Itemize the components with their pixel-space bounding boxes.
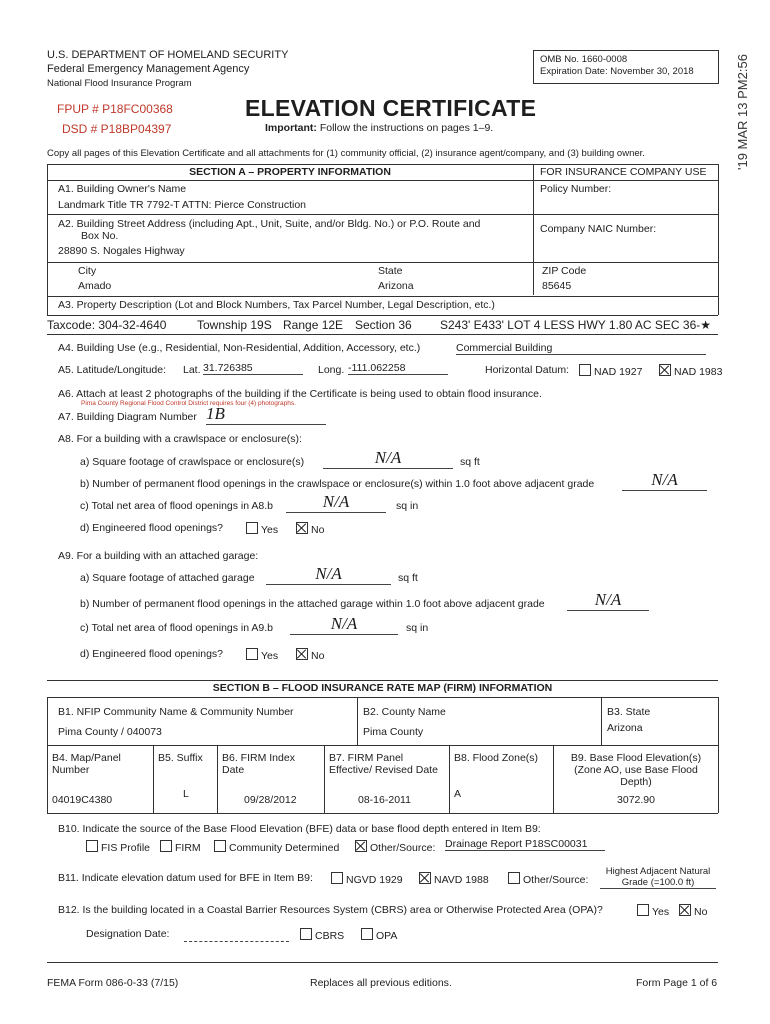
a9d-no-checkbox[interactable]: [296, 648, 308, 660]
a3-range[interactable]: Range 12E: [283, 318, 344, 332]
a9d-yes-option[interactable]: Yes: [246, 648, 278, 662]
policy-number-label: Policy Number:: [540, 183, 612, 195]
a8-label: A8. For a building with a crawlspace or enclosure(s):: [58, 433, 302, 445]
b10-label: B10. Indicate the source of the Base Flood Elevation (BFE) data or base flood depth entered in Item B9:: [58, 823, 541, 835]
b11-ngvd-checkbox[interactable]: [331, 872, 343, 884]
a3-taxcode[interactable]: Taxcode: 304-32-4640: [47, 318, 167, 332]
b1-label: B1. NFIP Community Name & Community Number: [58, 706, 294, 718]
b4-label: B4. Map/Panel Number: [52, 752, 121, 776]
b10-other-value[interactable]: Drainage Report P18SC00031: [445, 838, 605, 851]
a8d-label: d) Engineered flood openings?: [80, 522, 224, 534]
b12-yes-option[interactable]: Yes: [637, 904, 669, 918]
b10-other-option[interactable]: Other/Source:: [355, 840, 435, 854]
b11-navd-checkbox[interactable]: [419, 872, 431, 884]
a9c-value[interactable]: N/A: [290, 614, 398, 635]
a2-value[interactable]: 28890 S. Nogales Highway: [58, 245, 185, 257]
b7-label: B7. FIRM Panel Effective/ Revised Date: [329, 752, 438, 776]
dsd-number: DSD # P18BP04397: [62, 122, 172, 136]
a8a-value[interactable]: N/A: [323, 448, 453, 469]
a9b-value[interactable]: N/A: [567, 590, 649, 611]
page-number: Form Page 1 of 6: [636, 977, 718, 989]
b6-label: B6. FIRM Index Date: [222, 752, 295, 776]
a5-lat-label: Lat.: [183, 364, 201, 376]
b1-value[interactable]: Pima County / 040073: [58, 726, 162, 738]
a5-nad1983-option[interactable]: NAD 1983: [659, 364, 722, 378]
a1-label: A1. Building Owner's Name: [58, 183, 187, 195]
b11-other-checkbox[interactable]: [508, 872, 520, 884]
b12-no-option[interactable]: No: [679, 904, 707, 918]
b5-label: B5. Suffix: [158, 752, 203, 764]
a3-lot[interactable]: S243' E433' LOT 4 LESS HWY 1.80 AC SEC 36-★: [440, 318, 712, 332]
replaces-note: Replaces all previous editions.: [310, 977, 452, 989]
b7-value[interactable]: 08-16-2011: [358, 794, 411, 806]
agency-line-1: U.S. DEPARTMENT OF HOMELAND SECURITY: [47, 49, 289, 61]
b8-label: B8. Flood Zone(s): [454, 752, 539, 764]
b8-value[interactable]: A: [454, 788, 462, 800]
omb-box: [533, 50, 719, 84]
form-title: ELEVATION CERTIFICATE: [245, 95, 537, 121]
a9d-yes-checkbox[interactable]: [246, 648, 258, 660]
b5-value[interactable]: L: [183, 788, 189, 800]
a8d-yes-checkbox[interactable]: [246, 522, 258, 534]
b3-value[interactable]: Arizona: [607, 722, 643, 734]
a8a-label: a) Square footage of crawlspace or enclosure(s): [80, 456, 305, 468]
a5-long-value[interactable]: -111.062258: [348, 362, 448, 375]
agency-line-2: Federal Emergency Management Agency: [47, 63, 250, 75]
received-stamp: '19 MAR 13 PM2:56: [735, 54, 750, 170]
city-value[interactable]: Amado: [78, 280, 112, 292]
a9-label: A9. For a building with an attached garage:: [58, 550, 259, 562]
b6-value[interactable]: 09/28/2012: [244, 794, 297, 806]
a5-long-label: Long.: [318, 364, 345, 376]
b12-label: B12. Is the building located in a Coastal Barrier Resources System (CBRS) area or Otherwise Protected Area (OPA)?: [58, 904, 603, 916]
zip-label: ZIP Code: [542, 265, 587, 277]
city-label: City: [78, 265, 97, 277]
b10-fis-checkbox[interactable]: [86, 840, 98, 852]
b10-firm-checkbox[interactable]: [160, 840, 172, 852]
b12-no-checkbox[interactable]: [679, 904, 691, 916]
a4-value[interactable]: Commercial Building: [456, 342, 706, 355]
a8d-no-option[interactable]: No: [296, 522, 324, 536]
b2-value[interactable]: Pima County: [363, 726, 424, 738]
a3-label: A3. Property Description (Lot and Block Numbers, Tax Parcel Number, Legal Description, etc.): [58, 299, 495, 311]
section-b-title: SECTION B – FLOOD INSURANCE RATE MAP (FIRM) INFORMATION: [212, 682, 553, 694]
copy-note: Copy all pages of this Elevation Certificate and all attachments for (1) community official, (2) insurance agent/company, and (3) building owner.: [47, 148, 645, 159]
omb-expiration: Expiration Date: November 30, 2018: [540, 66, 694, 77]
agency-line-3: National Flood Insurance Program: [47, 78, 192, 89]
b11-other-value[interactable]: Highest Adjacent Natural Grade (=100.0 ft): [600, 866, 716, 889]
cbrs-checkbox[interactable]: [300, 928, 312, 940]
b2-label: B2. County Name: [363, 706, 446, 718]
b11-other-option[interactable]: Other/Source:: [508, 872, 588, 886]
a8b-value[interactable]: N/A: [622, 470, 707, 491]
cbrs-option[interactable]: CBRS: [300, 928, 344, 942]
nad1983-checkbox[interactable]: [659, 364, 671, 376]
a8d-no-checkbox[interactable]: [296, 522, 308, 534]
omb-number: OMB No. 1660-0008: [540, 54, 628, 65]
a6-label: A6. Attach at least 2 photographs of the building if the Certificate is being used to obtain flood insurance.: [58, 388, 542, 400]
opa-option[interactable]: OPA: [361, 928, 397, 942]
a7-label: A7. Building Diagram Number: [58, 411, 197, 423]
a9a-value[interactable]: N/A: [266, 564, 391, 585]
a9c-unit: sq in: [406, 622, 429, 634]
a8c-value[interactable]: N/A: [286, 492, 386, 513]
a8c-label: c) Total net area of flood openings in A8.b: [80, 500, 274, 512]
a7-value[interactable]: 1B: [206, 404, 326, 425]
opa-checkbox[interactable]: [361, 928, 373, 940]
insurance-use-header: FOR INSURANCE COMPANY USE: [540, 166, 707, 178]
a8b-label: b) Number of permanent flood openings in the crawlspace or enclosure(s) within 1.0 foot above adjacent grade: [80, 478, 595, 490]
section-a-title: SECTION A – PROPERTY INFORMATION: [189, 166, 391, 178]
b11-ngvd-option[interactable]: NGVD 1929: [331, 872, 403, 886]
b9-label: B9. Base Flood Elevation(s) (Zone AO, use Base Flood Depth): [570, 752, 702, 788]
a2-label-cont: Box No.: [81, 230, 119, 242]
nad1927-checkbox[interactable]: [579, 364, 591, 376]
zip-value[interactable]: 85645: [542, 280, 572, 292]
naic-label: Company NAIC Number:: [540, 223, 657, 235]
designation-date-field[interactable]: [184, 940, 289, 942]
a9c-label: c) Total net area of flood openings in A9.b: [80, 622, 274, 634]
a2-label: A2. Building Street Address (including Apt., Unit, Suite, and/or Bldg. No.) or P.O. Route and: [58, 218, 481, 230]
b9-value[interactable]: 3072.90: [617, 794, 655, 806]
b12-yes-checkbox[interactable]: [637, 904, 649, 916]
state-value[interactable]: Arizona: [378, 280, 414, 292]
a8c-unit: sq in: [396, 500, 419, 512]
a8d-yes-option[interactable]: Yes: [246, 522, 278, 536]
important-note: Important: Follow the instructions on pages 1–9.: [265, 122, 494, 134]
form-number: FEMA Form 086-0-33 (7/15): [47, 977, 179, 989]
b10-other-checkbox[interactable]: [355, 840, 367, 852]
b10-community-checkbox[interactable]: [214, 840, 226, 852]
state-label: State: [378, 265, 403, 277]
a9a-unit: sq ft: [398, 572, 418, 584]
a1-value[interactable]: Landmark Title TR 7792-T ATTN: Pierce Construction: [58, 199, 307, 211]
b11-label: B11. Indicate elevation datum used for BFE in Item B9:: [58, 872, 313, 884]
a3-section[interactable]: Section 36: [355, 318, 412, 332]
b3-label: B3. State: [607, 706, 651, 718]
a5-nad1927-option[interactable]: NAD 1927: [579, 364, 642, 378]
a8a-unit: sq ft: [460, 456, 480, 468]
a5-label: A5. Latitude/Longitude:: [58, 364, 167, 376]
a6-note: Pima County Regional Flood Control District requires four (4) photographs.: [81, 400, 296, 407]
a9a-label: a) Square footage of attached garage: [80, 572, 255, 584]
a9b-label: b) Number of permanent flood openings in the attached garage within 1.0 foot above adjacent grade: [80, 598, 545, 610]
a4-label: A4. Building Use (e.g., Residential, Non-Residential, Addition, Accessory, etc.): [58, 342, 421, 354]
a9d-label: d) Engineered flood openings?: [80, 648, 224, 660]
a3-township[interactable]: Township 19S: [197, 318, 272, 332]
b10-firm-option[interactable]: FIRM: [160, 840, 201, 854]
fpup-number: FPUP # P18FC00368: [57, 102, 173, 116]
b10-community-option[interactable]: Community Determined: [214, 840, 339, 854]
a5-datum-label: Horizontal Datum:: [485, 364, 570, 376]
b4-value[interactable]: 04019C4380: [52, 794, 113, 806]
b11-navd-option[interactable]: NAVD 1988: [419, 872, 489, 886]
a9d-no-option[interactable]: No: [296, 648, 324, 662]
b10-fis-option[interactable]: FIS Profile: [86, 840, 150, 854]
a5-lat-value[interactable]: 31.726385: [203, 362, 303, 375]
designation-date-label: Designation Date:: [86, 928, 170, 940]
